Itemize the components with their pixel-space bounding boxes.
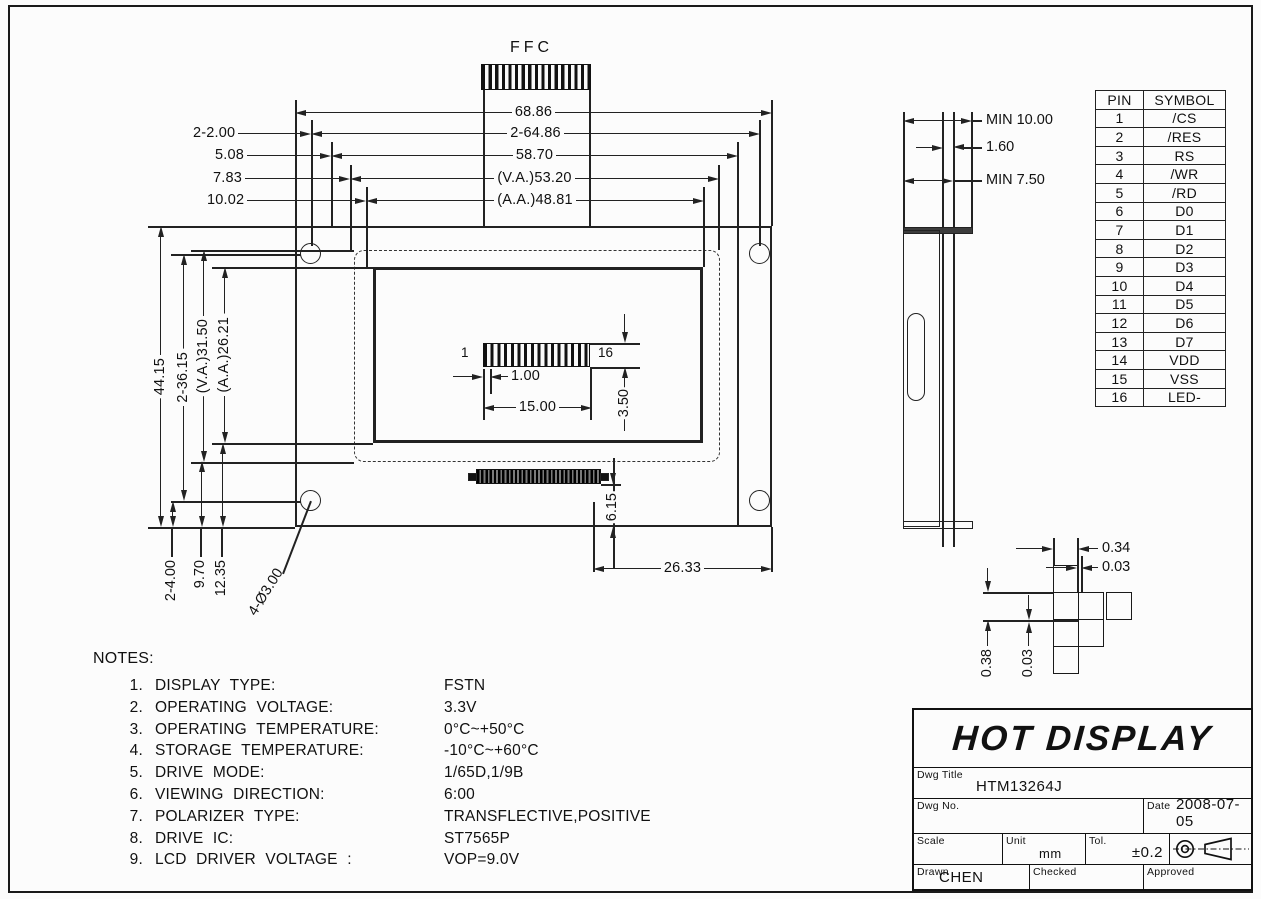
ffc-connector-hatch xyxy=(481,64,591,90)
dim-1235 xyxy=(214,443,231,527)
dim-vpitch-top xyxy=(979,568,996,592)
dim-hole-bottom-offset xyxy=(164,501,181,527)
dim-hgap-right xyxy=(1081,560,1098,575)
ext-line xyxy=(148,226,295,228)
zebra-end-tab xyxy=(468,473,477,481)
ext-line xyxy=(212,443,373,445)
table-row: 7 D1 xyxy=(1096,221,1226,240)
dim-vpitch-bottom xyxy=(979,620,996,646)
table-row: 3 RS xyxy=(1096,146,1226,165)
pin-first-label: 1 xyxy=(461,345,469,360)
dwg-no-cell xyxy=(914,799,1143,833)
tol-cell xyxy=(1085,834,1169,864)
dim-vgap-bottom xyxy=(1020,622,1037,646)
projection-cell xyxy=(1169,834,1251,864)
col-header-pin: PIN xyxy=(1096,91,1144,110)
table-row: 11 D5 xyxy=(1096,295,1226,314)
dwg-title-value: HTM13264J xyxy=(976,778,1063,795)
dim-line xyxy=(953,180,982,182)
ext-line xyxy=(366,187,368,267)
dim-970 xyxy=(193,461,210,527)
pad-array-hatch xyxy=(483,343,590,367)
ext-line xyxy=(718,165,720,250)
dim-right-offset: 26.33 xyxy=(593,561,772,576)
ext-line xyxy=(350,165,352,250)
ext-line xyxy=(983,592,1053,594)
dim-side-min75-label: MIN 7.50 xyxy=(986,172,1045,188)
dim-aa-width: (A.A.)48.81 xyxy=(366,193,704,208)
unit-cell xyxy=(1002,834,1085,864)
checked-label: Checked xyxy=(1033,866,1077,878)
ext-line xyxy=(171,527,173,557)
table-row: 2 /RES xyxy=(1096,128,1226,147)
dim-side-min75 xyxy=(903,173,953,188)
ext-line xyxy=(221,527,223,557)
dwg-title-label: Dwg Title xyxy=(917,769,963,781)
dim-hpitch-left xyxy=(1016,541,1053,556)
date-value: 2008-07-05 xyxy=(1176,796,1241,830)
dim-label: 12.35 xyxy=(213,560,229,597)
dim-vgap-top xyxy=(1020,595,1037,620)
ext-line xyxy=(703,187,705,267)
dim-pitch-arrow xyxy=(453,369,483,384)
ext-line xyxy=(737,142,739,527)
dim-vgap-label: 0.03 xyxy=(1020,649,1036,678)
unit-label: Unit xyxy=(1006,835,1026,847)
table-row: 16 LED- xyxy=(1096,388,1226,407)
dim-hole-spacing-v: 2-36.15 xyxy=(175,254,192,501)
scale-cell xyxy=(914,834,1002,864)
table-header-row xyxy=(1096,91,1226,110)
dim-line xyxy=(963,147,982,149)
dim-pitch: 1.00 xyxy=(490,369,546,384)
ext-line xyxy=(295,100,297,226)
table-row: 13 D7 xyxy=(1096,332,1226,351)
approved-label: Approved xyxy=(1147,866,1195,878)
ext-line xyxy=(171,501,301,503)
notes-title: NOTES: xyxy=(93,650,154,667)
dim-pcb-thickness-arrow xyxy=(916,140,943,155)
third-angle-projection-icon xyxy=(1172,835,1250,863)
dwg-no-label: Dwg No. xyxy=(917,800,960,812)
table-row: 8 D2 xyxy=(1096,239,1226,258)
company-logo: HOT DISPLAY xyxy=(951,718,1214,758)
dim-hpitch-right xyxy=(1078,541,1098,556)
unit-value: mm xyxy=(1039,846,1062,861)
date-label: Date xyxy=(1147,800,1171,812)
pixel-square xyxy=(1078,592,1104,620)
zebra-end-tab xyxy=(600,473,609,481)
table-row: 1 /CS xyxy=(1096,109,1226,128)
zebra-connector xyxy=(476,469,601,484)
dim-hgap-label: 0.03 xyxy=(1102,559,1131,575)
scale-unit-tol-row xyxy=(914,833,1251,864)
drawn-label: Drawn xyxy=(917,866,949,878)
dim-5870: 58.70 xyxy=(331,148,738,163)
ext-line xyxy=(200,527,202,557)
title-block-logo-row xyxy=(914,710,1251,767)
table-row: 12 D6 xyxy=(1096,314,1226,333)
note-item: 1. DISPLAY TYPE: FSTN xyxy=(129,677,486,694)
dim-edge-offset-1: 2-2.00 xyxy=(190,126,311,141)
dim-edge-offset-4: 10.02 xyxy=(204,193,366,208)
dim-pad-height-label: 3.50 xyxy=(616,389,632,418)
table-row: 9 D3 xyxy=(1096,258,1226,277)
drawn-cell xyxy=(914,865,1029,889)
col-header-symbol: SYMBOL xyxy=(1144,91,1226,110)
dim-zebra-offset: 6.15 xyxy=(604,493,620,522)
signatures-row xyxy=(914,864,1251,889)
note-item: 4. STORAGE TEMPERATURE: -10°C~+60°C xyxy=(129,742,539,760)
pin-last-label: 16 xyxy=(598,345,614,360)
table-row: 4 /WR xyxy=(1096,165,1226,184)
ext-line xyxy=(191,250,354,252)
dim-side-total-label: MIN 10.00 xyxy=(986,112,1053,128)
ext-line xyxy=(759,120,761,246)
dwg-title-cell xyxy=(914,768,1251,798)
table-row: 15 VSS xyxy=(1096,369,1226,388)
dwg-no-date-row xyxy=(914,798,1251,833)
tol-label: Tol. xyxy=(1089,835,1107,847)
pixel-square xyxy=(1053,619,1079,647)
table-row: 14 VDD xyxy=(1096,351,1226,370)
date-cell xyxy=(1143,796,1251,833)
dwg-title-row xyxy=(914,767,1251,798)
drawn-value: CHEN xyxy=(939,869,984,886)
note-item: 2. OPERATING VOLTAGE: 3.3V xyxy=(129,698,477,716)
table-row: 6 D0 xyxy=(1096,202,1226,221)
side-bottom-flange xyxy=(903,521,973,529)
dim-edge-offset-2: 5.08 xyxy=(212,148,331,163)
dim-aa-height: (A.A.)26.21 xyxy=(216,267,233,443)
side-bezel-ext xyxy=(903,112,905,228)
ext-line xyxy=(601,484,621,486)
note-item: 8. DRIVE IC: ST7565P xyxy=(129,829,511,847)
pixel-square xyxy=(1053,646,1079,674)
dim-hole-spacing-h: 2-64.86 xyxy=(311,126,760,141)
dim-va-height: (V.A.)31.50 xyxy=(195,250,212,462)
notes-section xyxy=(93,650,651,873)
dim-label: 9.70 xyxy=(192,560,208,589)
pin-assignment-table xyxy=(1095,90,1226,407)
dim-pad-height-top xyxy=(616,314,633,343)
dim-line xyxy=(971,120,982,122)
dim-va-width: (V.A.)53.20 xyxy=(350,171,719,186)
mounting-hole xyxy=(749,490,770,511)
dim-vpitch-label: 0.38 xyxy=(979,649,995,678)
mounting-hole xyxy=(749,243,770,264)
side-glass-slot xyxy=(907,313,925,401)
table-row: 10 D4 xyxy=(1096,276,1226,295)
note-item: 6. VIEWING DIRECTION: 6:00 xyxy=(129,785,475,803)
ffc-label: FFC xyxy=(510,39,554,56)
approved-cell xyxy=(1143,865,1251,889)
hole-callout: 4-Ø3.00 xyxy=(245,565,287,619)
checked-cell xyxy=(1029,865,1143,889)
dim-hpitch-label: 0.34 xyxy=(1102,540,1131,556)
title-block xyxy=(912,708,1253,891)
dim-overall-width: 68.86 xyxy=(295,105,772,120)
table-row: 5 /RD xyxy=(1096,183,1226,202)
scale-label: Scale xyxy=(917,835,945,847)
side-pcb-edge xyxy=(953,112,955,547)
ext-line xyxy=(212,267,373,269)
pixel-square xyxy=(1078,619,1104,647)
note-item: 9. LCD DRIVER VOLTAGE : VOP=9.0V xyxy=(129,851,520,869)
tol-value: ±0.2 xyxy=(1131,844,1163,861)
note-item: 5. DRIVE MODE: 1/65D,1/9B xyxy=(129,764,524,782)
ext-line xyxy=(311,120,313,246)
mounting-hole xyxy=(300,243,321,264)
note-item: 3. OPERATING TEMPERATURE: 0°C~+50°C xyxy=(129,720,525,738)
arrowhead xyxy=(610,527,616,538)
dim-label: 2-4.00 xyxy=(163,560,179,602)
ext-line xyxy=(331,142,333,226)
dim-pad-span: 15.00 xyxy=(483,400,592,415)
ext-line xyxy=(771,100,773,226)
pixel-square xyxy=(1106,592,1132,620)
dim-hgap-left xyxy=(1046,560,1077,575)
dim-pcb-thickness-label: 1.60 xyxy=(986,139,1015,155)
ext-line xyxy=(171,254,301,256)
arrowhead xyxy=(610,473,616,484)
pixel-square xyxy=(1053,592,1079,620)
dim-side-total xyxy=(903,113,972,128)
dim-overall-height: 44.15 xyxy=(152,226,169,527)
dim-edge-offset-3: 7.83 xyxy=(210,171,350,186)
note-item: 7. POLARIZER TYPE: TRANSFLECTIVE,POSITIVE xyxy=(129,807,651,825)
side-ffc-edge xyxy=(971,112,973,228)
